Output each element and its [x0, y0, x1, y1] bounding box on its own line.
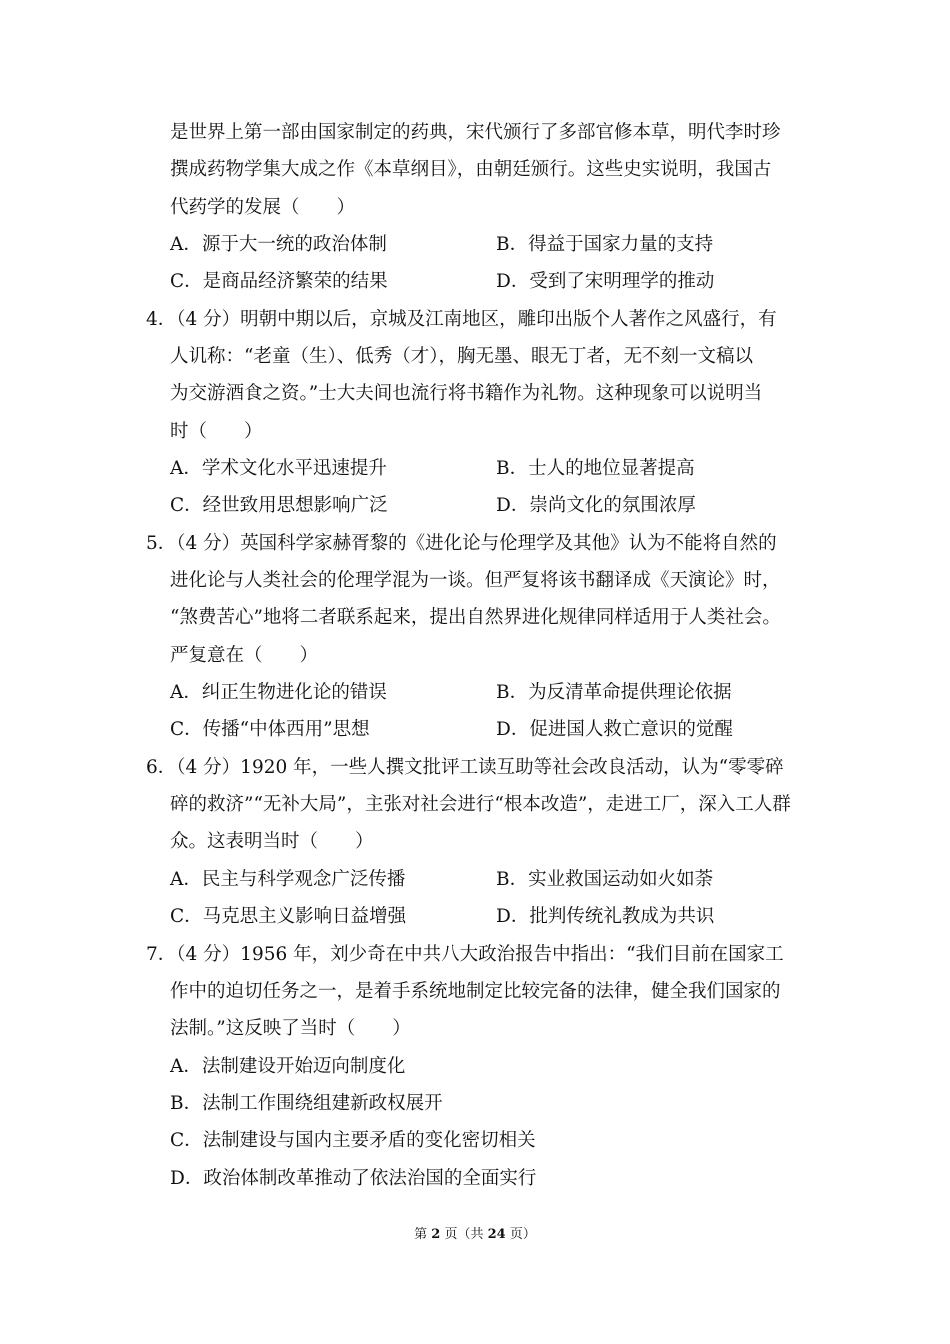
footer-page-number: 2 — [431, 1227, 441, 1242]
q4-stem-line-4: 时（ ） — [170, 421, 263, 442]
q5-stem-line-4: 严复意在（ ） — [170, 645, 319, 666]
q4-option-b: B．士人的地位显著提高 — [496, 458, 695, 479]
q6-stem-line-1: 6．（4 分）1920 年，一些人撰文批评工读互助等社会改良活动，认为“零零碎 — [146, 757, 784, 778]
footer-total-pages: 24 — [487, 1227, 506, 1242]
q7-option-a: A．法制建设开始迈向制度化 — [170, 1056, 406, 1077]
q3-option-d: D．受到了宋明理学的推动 — [496, 271, 715, 292]
q6-option-d: D．批判传统礼教成为共识 — [496, 906, 715, 927]
footer-suffix: 页） — [509, 1227, 536, 1242]
q5-option-d: D．促进国人救亡意识的觉醒 — [496, 719, 733, 740]
q5-option-a: A．纠正生物进化论的错误 — [170, 682, 387, 703]
q5-stem-line-3: “煞费苦心”地将二者联系起来，提出自然界进化规律同样适用于人类社会。 — [170, 607, 781, 628]
q3-option-b: B．得益于国家力量的支持 — [496, 234, 714, 255]
q4-stem-line-3: 为交游酒食之资。”士大夫间也流行将书籍作为礼物。这种现象可以说明当 — [170, 383, 763, 404]
footer-prefix: 第 — [414, 1227, 428, 1242]
q7-option-d: D．政治体制改革推动了依法治国的全面实行 — [170, 1168, 537, 1189]
q3-continuation-line-1: 是世界上第一部由国家制定的药典，宋代颁行了多部官修本草，明代李时珍 — [170, 122, 781, 143]
q5-stem-line-1: 5．（4 分）英国科学家赫胥黎的《进化论与伦理学及其他》认为不能将自然的 — [146, 533, 777, 554]
q5-option-b: B．为反清革命提供理论依据 — [496, 682, 732, 703]
footer-mid: 页（共 — [444, 1227, 484, 1242]
q3-continuation-line-3: 代药学的发展（ ） — [170, 197, 356, 218]
q7-stem-line-2: 作中的迫切任务之一，是着手系统地制定比较完备的法律，健全我们国家的 — [170, 981, 781, 1002]
q7-stem-line-1: 7．（4 分）1956 年，刘少奇在中共八大政治报告中指出：“我们目前在国家工 — [146, 944, 784, 965]
q6-stem-line-3: 众。这表明当时（ ） — [170, 831, 374, 852]
q4-stem-line-1: 4．（4 分）明朝中期以后，京城及江南地区，雕印出版个人著作之风盛行，有 — [146, 309, 777, 330]
page-footer — [0, 1226, 950, 1244]
q4-option-d: D．崇尚文化的氛围浓厚 — [496, 495, 696, 516]
q6-option-c: C．马克思主义影响日益增强 — [170, 906, 407, 927]
q5-stem-line-2: 进化论与人类社会的伦理学混为一谈。但严复将该书翻译成《天演论》时， — [170, 570, 781, 591]
q7-option-b: B．法制工作围绕组建新政权展开 — [170, 1093, 443, 1114]
q4-option-a: A．学术文化水平迅速提升 — [170, 458, 387, 479]
q5-option-c: C．传播“中体西用”思想 — [170, 719, 370, 740]
q4-stem-line-2: 人讥称：“老童（生）、低秀（才），胸无墨、眼无丁者，无不刻一文稿以 — [170, 346, 753, 367]
q6-option-b: B．实业救国运动如火如荼 — [496, 869, 714, 890]
q3-continuation-line-2: 撰成药物学集大成之作《本草纲目》，由朝廷颁行。这些史实说明，我国古 — [170, 159, 772, 180]
q7-stem-line-3: 法制。”这反映了当时（ ） — [170, 1018, 411, 1039]
q6-option-a: A．民主与科学观念广泛传播 — [170, 869, 406, 890]
q3-option-c: C．是商品经济繁荣的结果 — [170, 271, 388, 292]
q7-option-c: C．法制建设与国内主要矛盾的变化密切相关 — [170, 1130, 536, 1151]
q3-option-a: A．源于大一统的政治体制 — [170, 234, 387, 255]
q4-option-c: C．经世致用思想影响广泛 — [170, 495, 388, 516]
q6-stem-line-2: 碎的救济”“无补大局”，主张对社会进行“根本改造”，走进工厂，深入工人群 — [170, 794, 791, 815]
